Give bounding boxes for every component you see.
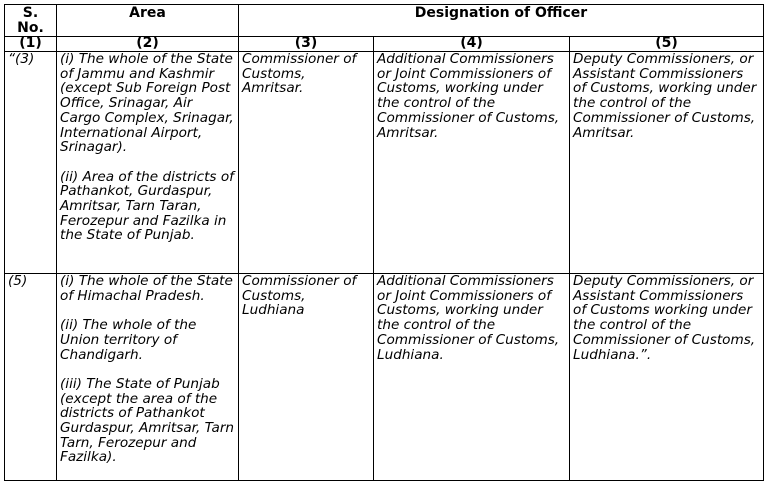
- deputy-commissioner-cell: Deputy Commissioners, or Assistant Commissioners of Customs working under the control of the Commissioner of Customs, Ludhiana.”.: [570, 274, 764, 481]
- header-row: [5, 5, 764, 37]
- row-sno: (5): [5, 274, 57, 481]
- row-sno: “(3): [5, 52, 57, 274]
- header-designation: Designation of Officer: [239, 5, 764, 37]
- commissioner-cell: Commissioner of Customs, Amritsar.: [239, 52, 374, 274]
- header-sno: S. No.: [5, 5, 57, 37]
- column-number: (1): [5, 37, 57, 52]
- commissioner-cell: Commissioner of Customs, Ludhiana: [239, 274, 374, 481]
- header-area: Area: [57, 5, 239, 37]
- table-row: [5, 274, 764, 481]
- area-clause: (ii) Area of the districts of Pathankot, Gurdaspur, Amritsar, Tarn Taran, Ferozepur and Fazilka in the State of Punjab.: [60, 168, 234, 244]
- column-number: (2): [57, 37, 239, 52]
- area-cell: [57, 274, 239, 481]
- additional-commissioner-cell: Additional Commissioners or Joint Commissioners of Customs, working under the control of the Commissioner of Customs, Ludhiana.: [374, 274, 570, 481]
- area-clause: (i) The whole of the State of Jammu and Kashmir (except Sub Foreign Post Office, Srinagar, Air Cargo Complex, Srinagar, International Airport, Srinagar).: [60, 51, 234, 156]
- column-number-row: [5, 37, 764, 52]
- additional-commissioner-cell: Additional Commissioners or Joint Commissioners of Customs, working under the control of the Commissioner of Customs, Amritsar.: [374, 52, 570, 274]
- deputy-commissioner-cell: Deputy Commissioners, or Assistant Commissioners of Customs, working under the control of the Commissioner of Customs, Amritsar.: [570, 52, 764, 274]
- area-cell: [57, 52, 239, 274]
- officer-designation-table: [4, 4, 764, 481]
- table-row: [5, 52, 764, 274]
- area-clause: (ii) The whole of the Union territory of Chandigarh.: [60, 317, 197, 363]
- area-clause: (iii) The State of Punjab (except the area of the districts of Pathankot Gurdaspur, Amritsar, Tarn Tarn, Ferozepur and Fazilka).: [60, 375, 235, 466]
- column-number: (4): [374, 37, 570, 52]
- area-clause: (i) The whole of the State of Himachal Pradesh.: [60, 273, 233, 304]
- column-number: (3): [239, 37, 374, 52]
- column-number: (5): [570, 37, 764, 52]
